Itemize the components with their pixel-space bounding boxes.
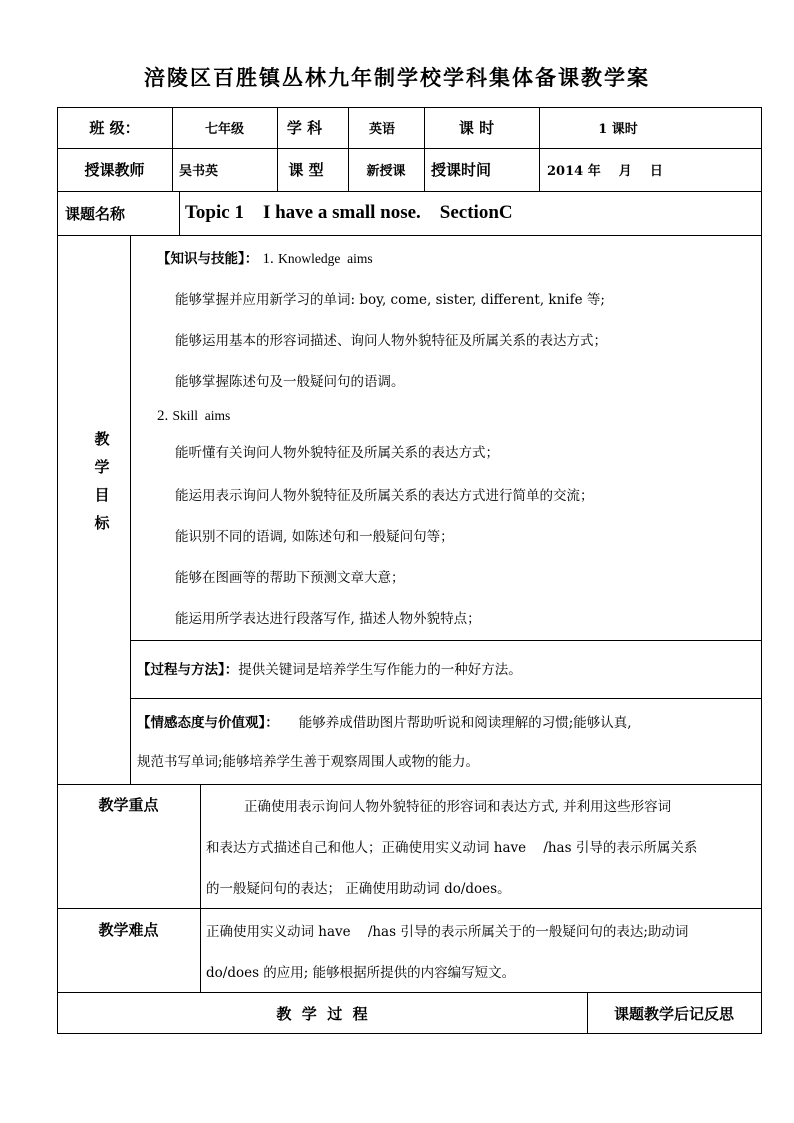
skill-item: 能够在图画等的帮助下预测文章大意； [175,570,405,586]
key-points-line: 和表达方式描述自己和他人；正确使用实义动词 have /has 引导的表示所属关系 [206,840,698,856]
difficulties-line: 正确使用实义动词 have /has 引导的表示所属关于的一般疑问句的表达;助动词 [206,924,689,940]
skill-item: 能听懂有关询问人物外貌特征及所属关系的表达方式； [175,445,499,461]
knowledge-title: Knowledge aims [278,251,373,266]
key-points-line: 正确使用表示询问人物外貌特征的形容词和表达方式, 并利用这些形容词 [244,799,672,815]
difficulties-line: do/does 的应用; 能够根据所提供的内容编写短文。 [206,965,516,981]
time-label: 授课时间 [431,161,492,179]
skill-title: Skill aims [172,408,231,423]
skill-item: 能识别不同的语调, 如陈述句和一般疑问句等； [175,529,454,545]
objectives-label-char: 标 [94,514,110,532]
col-divider [130,235,131,785]
knowledge-number: 1. [262,251,274,267]
emotion-line [137,711,632,731]
emotion-text-cont: 规范书写单词;能够培养学生善于观察周围人或物的能力。 [137,754,480,770]
skill-number: 2. [157,408,169,424]
skill-item: 能运用所学表达进行段落写作, 描述人物外貌特点； [175,611,481,627]
teacher-value: 吴书英 [179,164,219,179]
knowledge-item: 能够掌握并应用新学习的单词: boy, come, sister, different, knife 等; [175,292,605,308]
reflection-label: 课题教学后记反思 [613,1004,734,1023]
key-points-line: 的一般疑问句的表达； 正确使用助动词 do/does。 [206,881,511,897]
type-label: 课 型 [288,161,324,179]
col-divider [200,784,201,993]
type-value: 新授课 [366,164,406,179]
process-text: 提供关键词是培养学生写作能力的一种好方法。 [238,662,522,678]
class-value: 七年级 [204,122,244,137]
table-border-left [57,107,58,1034]
subject-value: 英语 [368,122,395,137]
process-heading: 【过程与方法】： [137,662,239,678]
knowledge-item: 能够掌握陈述句及一般疑问句的语调。 [175,374,405,390]
process-line [137,658,522,678]
process-section-label: 教 学 过 程 [276,1004,368,1023]
time-value: 2014 年 月 日 [547,164,663,179]
table-border-right [761,107,762,1034]
row-divider [130,698,762,699]
difficulties-label: 教学难点 [98,920,159,939]
period-label: 课 时 [458,119,495,137]
knowledge-heading-line [157,247,373,268]
row-divider [57,235,762,236]
skill-heading-line [157,408,230,425]
emotion-text: 能够养成借助图片帮助听说和阅读理解的习惯;能够认真, [298,715,632,731]
objectives-label-char: 教 [94,430,110,448]
class-label: 班 级： [89,119,140,137]
topic-label: 课题名称 [65,204,126,223]
objectives-label-char: 目 [94,486,110,504]
page-title: 涪陵区百胜镇丛林九年制学校学科集体备课教学案 [144,65,650,90]
key-points-label: 教学重点 [98,795,159,814]
emotion-heading: 【情感态度与价值观】： [137,715,279,731]
knowledge-heading: 【知识与技能】： [157,251,259,267]
objectives-label-char: 学 [94,458,110,476]
subject-label: 学 科 [286,119,323,137]
teacher-label: 授课教师 [84,161,145,179]
row-divider [130,640,762,641]
period-value: 1 课时 [598,122,638,137]
objectives-label [87,425,117,537]
skill-item: 能运用表示询问人物外貌特征及所属关系的表达方式进行简单的交流； [175,488,594,504]
knowledge-item: 能够运用基本的形容词描述、询问人物外貌特征及所属关系的表达方式； [175,333,607,349]
topic-value: Topic 1 I have a small nose. SectionC [185,202,513,223]
